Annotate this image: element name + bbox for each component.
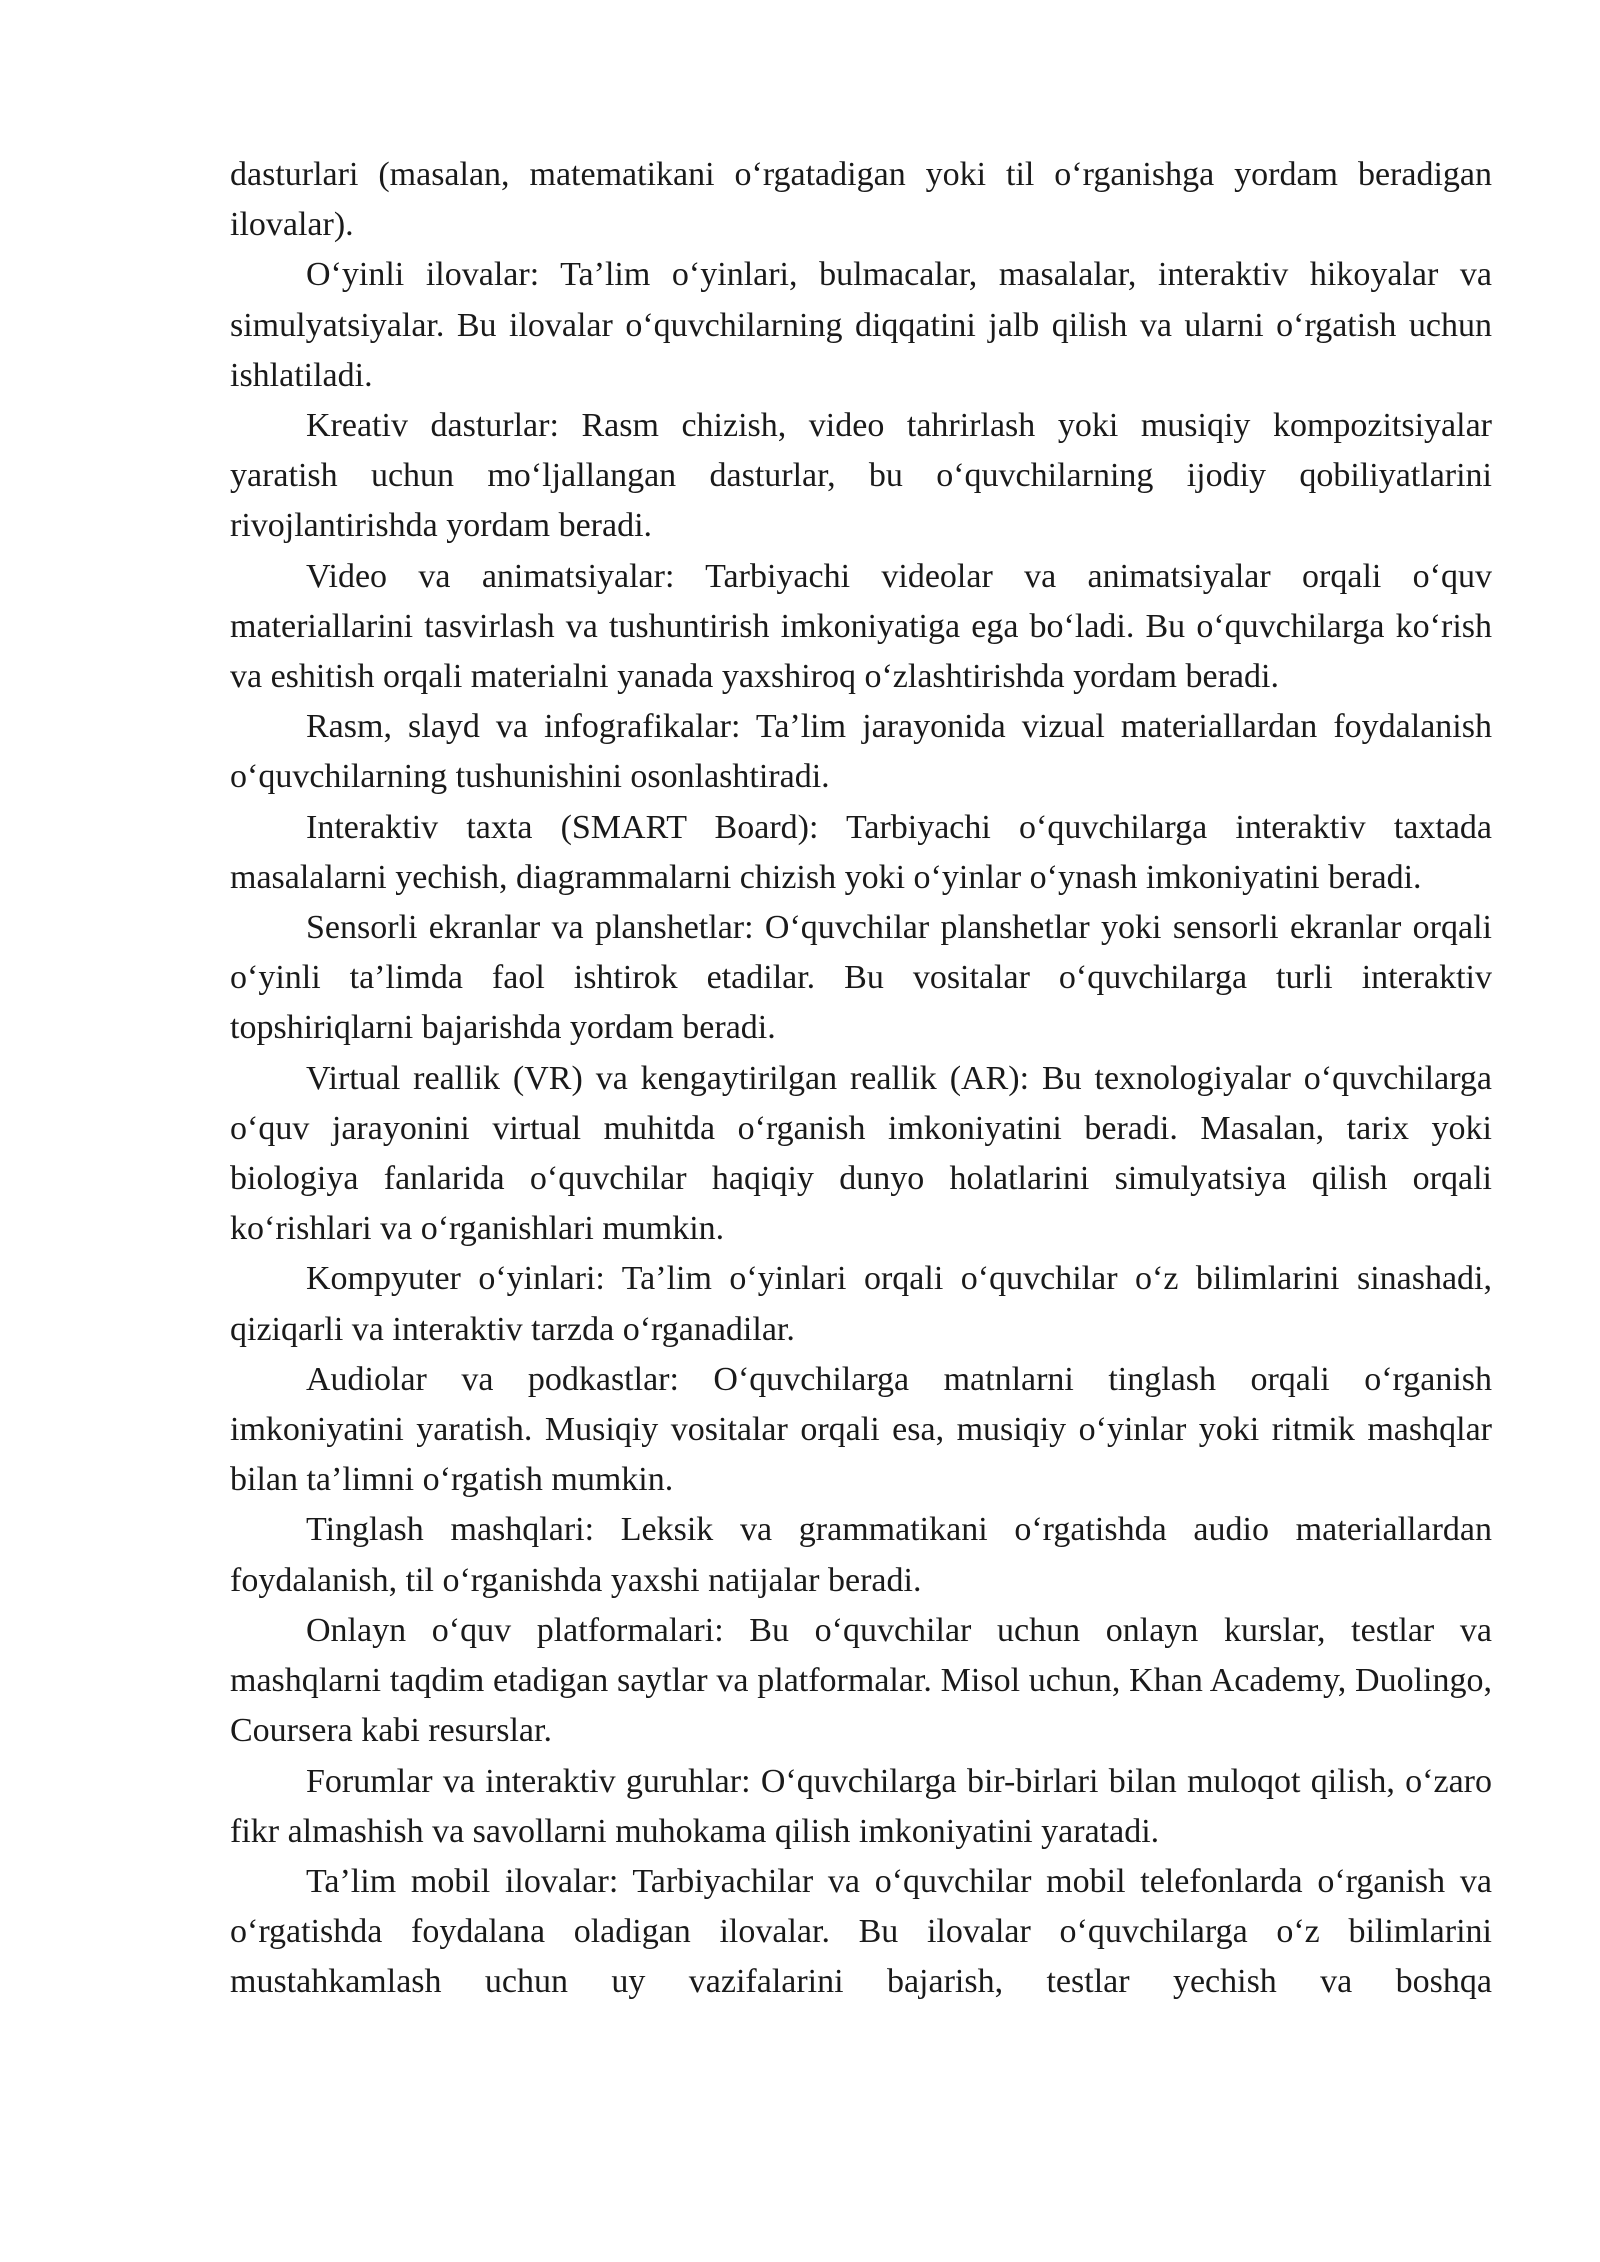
paragraph-sensorli-ekranlar: Sensorli ekranlar va planshetlar: O‘quvchilar planshetlar yoki sensorli ekranlar orqali o‘yinli ta’limda faol ishtirok etadilar. Bu vositalar o‘quvchilarga turli interaktiv topshiriqlarni bajarishda yordam beradi. [230, 909, 1492, 1047]
paragraph-oyinli-ilovalar: O‘yinli ilovalar: Ta’lim o‘yinlari, bulmacalar, masalalar, interaktiv hikoyalar va simulyatsiyalar. Bu ilovalar o‘quvchilarning diqqatini jalb qilish va ularni o‘rgatish uchun ishlatiladi. [230, 256, 1492, 394]
paragraph-audiolar-podkastlar: Audiolar va podkastlar: O‘quvchilarga matnlarni tinglash orqali o‘rganish imkoniyatini yaratish. Musiqiy vositalar orqali esa, musiqiy o‘yinlar yoki ritmik mashqlar bilan ta’limni o‘rgatish mumkin. [230, 1360, 1492, 1499]
paragraph-virtual-reallik: Virtual reallik (VR) va kengaytirilgan reallik (AR): Bu texnologiyalar o‘quvchilarga o‘quv jarayonini virtual muhitda o‘rganish imkoniyatini beradi. Masalan, tarix yoki biologiya fanlarida o‘quvchilar haqiqiy dunyo holatlarini simulyatsiya qilish orqali ko‘rishlari va o‘rganishlari mumkin. [230, 1059, 1492, 1248]
paragraph-forumlar-guruhlar: Forumlar va interaktiv guruhlar: O‘quvchilarga bir-birlari bilan muloqot qilish, o‘zaro fikr almashish va savollarni muhokama qilish imkoniyatini yaratadi. [230, 1762, 1492, 1850]
paragraph-tinglash-mashqlari: Tinglash mashqlari: Leksik va grammatikani o‘rgatishda audio materiallardan foydalanish, til o‘rganishda yaxshi natijalar beradi. [230, 1511, 1492, 1599]
paragraph-kompyuter-oyinlari: Kompyuter o‘yinlari: Ta’lim o‘yinlari orqali o‘quvchilar o‘z bilimlarini sinashadi, qiziqarli va interaktiv tarzda o‘rganadilar. [230, 1260, 1492, 1348]
paragraph-interaktiv-taxta: Interaktiv taxta (SMART Board): Tarbiyachi o‘quvchilarga interaktiv taxtada masalalarni yechish, diagrammalarni chizish yoki o‘yinlar o‘ynash imkoniyatini beradi. [230, 808, 1492, 896]
paragraph-continuation: dasturlari (masalan, matematikani o‘rgatadigan yoki til o‘rganishga yordam beradigan ilovalar). [230, 156, 1492, 244]
paragraph-onlayn-platformalar: Onlayn o‘quv platformalari: Bu o‘quvchilar uchun onlayn kurslar, testlar va mashqlarni taqdim etadigan saytlar va platformalar. Misol uchun, Khan Academy, Duolingo, Coursera kabi resurslar. [230, 1611, 1492, 1750]
paragraph-video-animatsiyalar: Video va animatsiyalar: Tarbiyachi videolar va animatsiyalar orqali o‘quv materiallarini tasvirlash va tushuntirish imkoniyatiga ega bo‘ladi. Bu o‘quvchilarga ko‘rish va eshitish orqali materialni yanada yaxshiroq o‘zlashtirishda yordam beradi. [230, 557, 1492, 696]
paragraph-kreativ-dasturlar: Kreativ dasturlar: Rasm chizish, video tahrirlash yoki musiqiy kompozitsiyalar yaratish uchun mo‘ljallangan dasturlar, bu o‘quvchilarning ijodiy qobiliyatlarini rivojlantirishda yordam beradi. [230, 407, 1492, 545]
paragraph-rasm-slayd: Rasm, slayd va infografikalar: Ta’lim jarayonida vizual materiallardan foydalanish o‘quvchilarning tushunishini osonlashtiradi. [230, 708, 1492, 796]
paragraph-talim-mobil-ilovalar: Ta’lim mobil ilovalar: Tarbiyachilar va o‘quvchilar mobil telefonlarda o‘rganish va o‘rgatishda foydalana oladigan ilovalar. Bu ilovalar o‘quvchilarga o‘z bilimlarini mustahkamlash uchun uy vazifalarini bajarish, testlar yechish va boshqa [230, 1862, 1492, 2001]
document-page [230, 150, 1492, 2008]
